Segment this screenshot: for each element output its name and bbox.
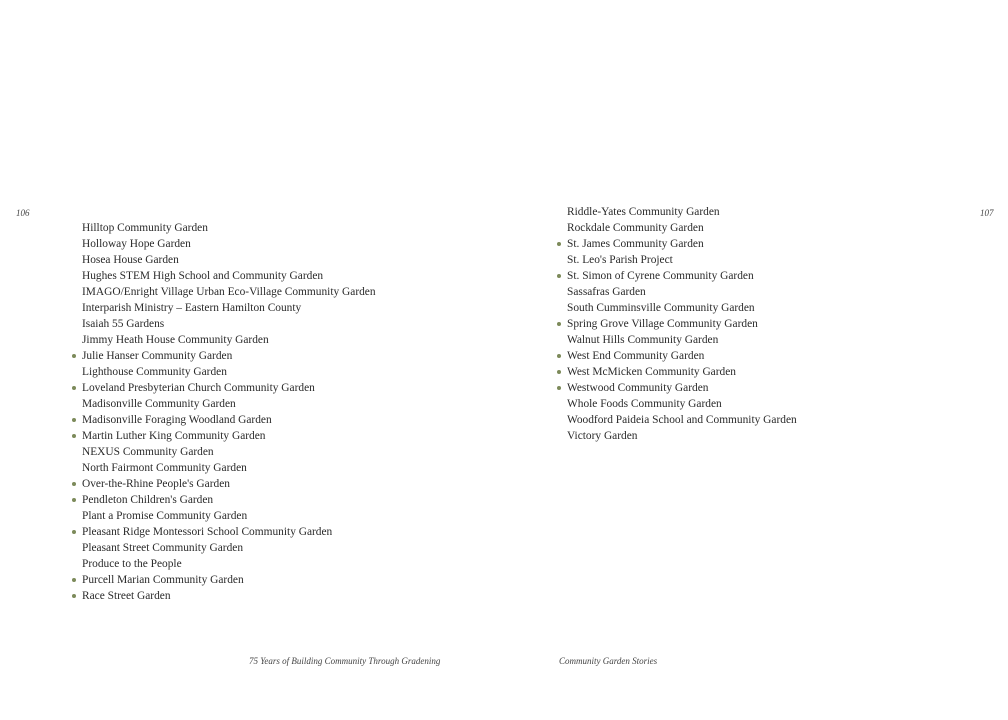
garden-list-right: [567, 204, 797, 444]
garden-name: Madisonville Foraging Woodland Garden: [82, 414, 272, 426]
garden-name: Pendleton Children's Garden: [82, 494, 214, 506]
garden-list-item: [82, 332, 376, 348]
garden-name: West End Community Garden: [567, 350, 705, 362]
bullet-dot-icon: [72, 418, 76, 422]
garden-list-item: [82, 428, 376, 444]
garden-name: Lighthouse Community Garden: [82, 366, 227, 378]
garden-name: Loveland Presbyterian Church Community Garden: [82, 382, 315, 394]
garden-name: Woodford Paideia School and Community Garden: [567, 414, 797, 426]
garden-name: Madisonville Community Garden: [82, 398, 236, 410]
page-number-left: 106: [16, 208, 30, 218]
garden-name: West McMicken Community Garden: [567, 366, 736, 378]
bullet-dot-icon: [557, 370, 561, 374]
garden-list-item: [567, 220, 797, 236]
bullet-dot-icon: [72, 578, 76, 582]
garden-list-item: [567, 332, 797, 348]
garden-list-item: [82, 364, 376, 380]
garden-list-item: [82, 572, 376, 588]
garden-name: Hosea House Garden: [82, 254, 179, 266]
bullet-dot-icon: [72, 386, 76, 390]
garden-name: Riddle-Yates Community Garden: [567, 206, 720, 218]
garden-list-item: [567, 236, 797, 252]
garden-list-item: [82, 588, 376, 604]
garden-list-item: [567, 284, 797, 300]
garden-list-item: [82, 396, 376, 412]
bullet-dot-icon: [557, 386, 561, 390]
garden-list-item: [567, 268, 797, 284]
garden-name: Spring Grove Village Community Garden: [567, 318, 758, 330]
garden-name: St. Simon of Cyrene Community Garden: [567, 270, 754, 282]
garden-list-item: [82, 444, 376, 460]
garden-name: Race Street Garden: [82, 590, 171, 602]
bullet-dot-icon: [557, 322, 561, 326]
garden-name: Martin Luther King Community Garden: [82, 430, 266, 442]
garden-list-item: [567, 348, 797, 364]
garden-list-item: [567, 252, 797, 268]
garden-name: Whole Foods Community Garden: [567, 398, 722, 410]
bullet-dot-icon: [72, 482, 76, 486]
garden-name: Pleasant Ridge Montessori School Community Garden: [82, 526, 333, 538]
garden-list-item: [82, 236, 376, 252]
garden-list-item: [567, 428, 797, 444]
garden-name: Plant a Promise Community Garden: [82, 510, 248, 522]
bullet-dot-icon: [557, 242, 561, 246]
garden-name: Julie Hanser Community Garden: [82, 350, 233, 362]
garden-list-item: [82, 524, 376, 540]
garden-list-item: [567, 300, 797, 316]
garden-list-item: [82, 252, 376, 268]
garden-name: St. Leo's Parish Project: [567, 254, 673, 266]
garden-name: Hilltop Community Garden: [82, 222, 208, 234]
garden-list-item: [82, 348, 376, 364]
page-number-right: 107: [980, 208, 994, 218]
garden-list-item: [82, 492, 376, 508]
garden-name: Walnut Hills Community Garden: [567, 334, 719, 346]
garden-list-item: [567, 412, 797, 428]
garden-name: IMAGO/Enright Village Urban Eco-Village Community Garden: [82, 286, 376, 298]
bullet-dot-icon: [72, 498, 76, 502]
garden-name: Over-the-Rhine People's Garden: [82, 478, 230, 490]
bullet-dot-icon: [72, 354, 76, 358]
garden-name: Rockdale Community Garden: [567, 222, 704, 234]
garden-list-item: [82, 476, 376, 492]
garden-list-item: [567, 364, 797, 380]
running-footer-left: 75 Years of Building Community Through Gradening: [249, 656, 441, 666]
garden-list-item: [82, 268, 376, 284]
garden-name: Jimmy Heath House Community Garden: [82, 334, 269, 346]
bullet-dot-icon: [72, 594, 76, 598]
garden-list-item: [82, 460, 376, 476]
garden-name: Hughes STEM High School and Community Garden: [82, 270, 324, 282]
garden-list-item: [567, 380, 797, 396]
garden-list-item: [82, 412, 376, 428]
garden-list-item: [567, 396, 797, 412]
garden-name: Purcell Marian Community Garden: [82, 574, 244, 586]
garden-list-item: [82, 300, 376, 316]
garden-name: Interparish Ministry – Eastern Hamilton County: [82, 302, 302, 314]
running-footer-right: Community Garden Stories: [559, 656, 658, 666]
garden-name: Victory Garden: [567, 430, 638, 442]
garden-name: St. James Community Garden: [567, 238, 704, 250]
garden-list-item: [82, 220, 376, 236]
garden-list-item: [567, 316, 797, 332]
bullet-dot-icon: [72, 530, 76, 534]
garden-list-item: [82, 284, 376, 300]
garden-name: NEXUS Community Garden: [82, 446, 214, 458]
bullet-dot-icon: [557, 354, 561, 358]
garden-name: Holloway Hope Garden: [82, 238, 191, 250]
garden-list-item: [567, 204, 797, 220]
garden-list-item: [82, 556, 376, 572]
bullet-dot-icon: [557, 274, 561, 278]
bullet-dot-icon: [72, 434, 76, 438]
garden-name: Isaiah 55 Gardens: [82, 318, 165, 330]
garden-name: Produce to the People: [82, 558, 182, 570]
garden-list-item: [82, 316, 376, 332]
garden-name: South Cumminsville Community Garden: [567, 302, 755, 314]
garden-name: North Fairmont Community Garden: [82, 462, 247, 474]
garden-list-item: [82, 540, 376, 556]
garden-name: Pleasant Street Community Garden: [82, 542, 244, 554]
garden-name: Sassafras Garden: [567, 286, 646, 298]
garden-list-item: [82, 380, 376, 396]
garden-list-left: [82, 220, 376, 604]
garden-list-item: [82, 508, 376, 524]
garden-name: Westwood Community Garden: [567, 382, 709, 394]
